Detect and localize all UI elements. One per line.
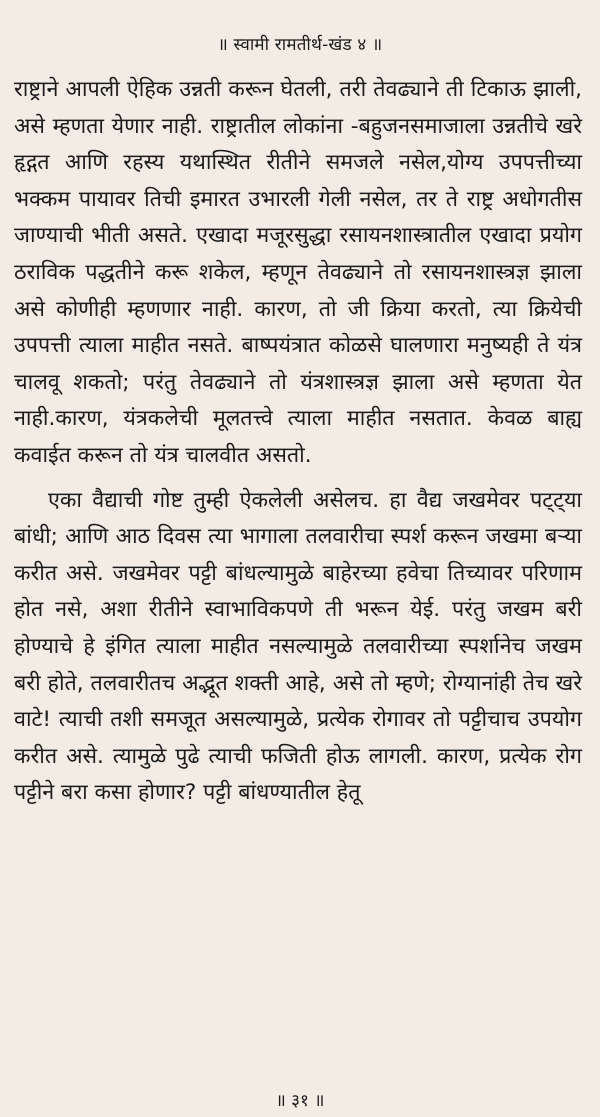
paragraph-1: राष्ट्राने आपली ऐहिक उन्नती करून घेतली, तरी तेवढ्याने ती टिकाऊ झाली, असे म्हणता येणार नाही. राष्ट्रातील लोकांना -बहुजनसमाजाला उन्नतीचे खरे हृद्गत आणि रहस्य यथास्थित रीतीने समजले नसेल,योग्य उपपत्तीच्या भक्कम पायावर तिची इमारत उभारली गेली नसेल, तर ते राष्ट्र अधोगतीस जाण्याची भीती असते. एखादा मजूरसुद्धा रसायनशास्त्रातील एखादा प्रयोग ठराविक पद्धतीने करू शकेल, म्हणून तेवढ्याने तो रसायनशास्त्रज्ञ झाला असे कोणीही म्हणणार नाही. कारण, तो जी क्रिया करतो, त्या क्रियेची उपपत्ती त्याला माहीत नसते. बाष्पयंत्रात कोळसे घालणारा मनुष्यही ते यंत्र चालवू शकतो; परंतु तेवढ्याने तो यंत्रशास्त्रज्ञ झाला असे म्हणता येत नाही.कारण, यंत्रकलेची मूलतत्त्वे त्याला माहीत नसतात. केवळ बाह्य कवाईत करून तो यंत्र चालवीत असतो. xyxy=(14,77,582,468)
body-text xyxy=(14,72,582,812)
running-header: ॥ स्वामी रामतीर्थ-खंड ४ ॥ xyxy=(217,35,383,55)
page-number: ॥ ३१ ॥ xyxy=(275,1091,325,1111)
paragraph-2: एका वैद्याची गोष्ट तुम्ही ऐकलेली असेलच. हा वैद्य जखमेवर पट्ट्या बांधी; आणि आठ दिवस त्या भागाला तलवारीचा स्पर्श करून जखमा बऱ्या करीत असे. जखमेवर पट्टी बांधल्यामुळे बाहेरच्या हवेचा तिच्यावर परिणाम होत नसे, अशा रीतीने स्वाभाविकपणे ती भरून येई. परंतु जखम बरी होण्याचे हे इंगित त्याला माहीत नसल्यामुळे तलवारीच्या स्पर्शानेच जखम बरी होते, तलवारीतच अद्भूत शक्ती आहे, असे तो म्हणे; रोग्यानांही तेच खरे वाटे! त्याची तशी समजूत असल्यामुळे, प्रत्येक रोगावर तो पट्टीचाच उपयोग करीत असे. त्यामुळे पुढे त्याची फजिती होऊ लागली. कारण, प्रत्येक रोग पट्टीने बरा कसा होणार? पट्टी बांधण्यातील हेतू xyxy=(14,487,582,806)
